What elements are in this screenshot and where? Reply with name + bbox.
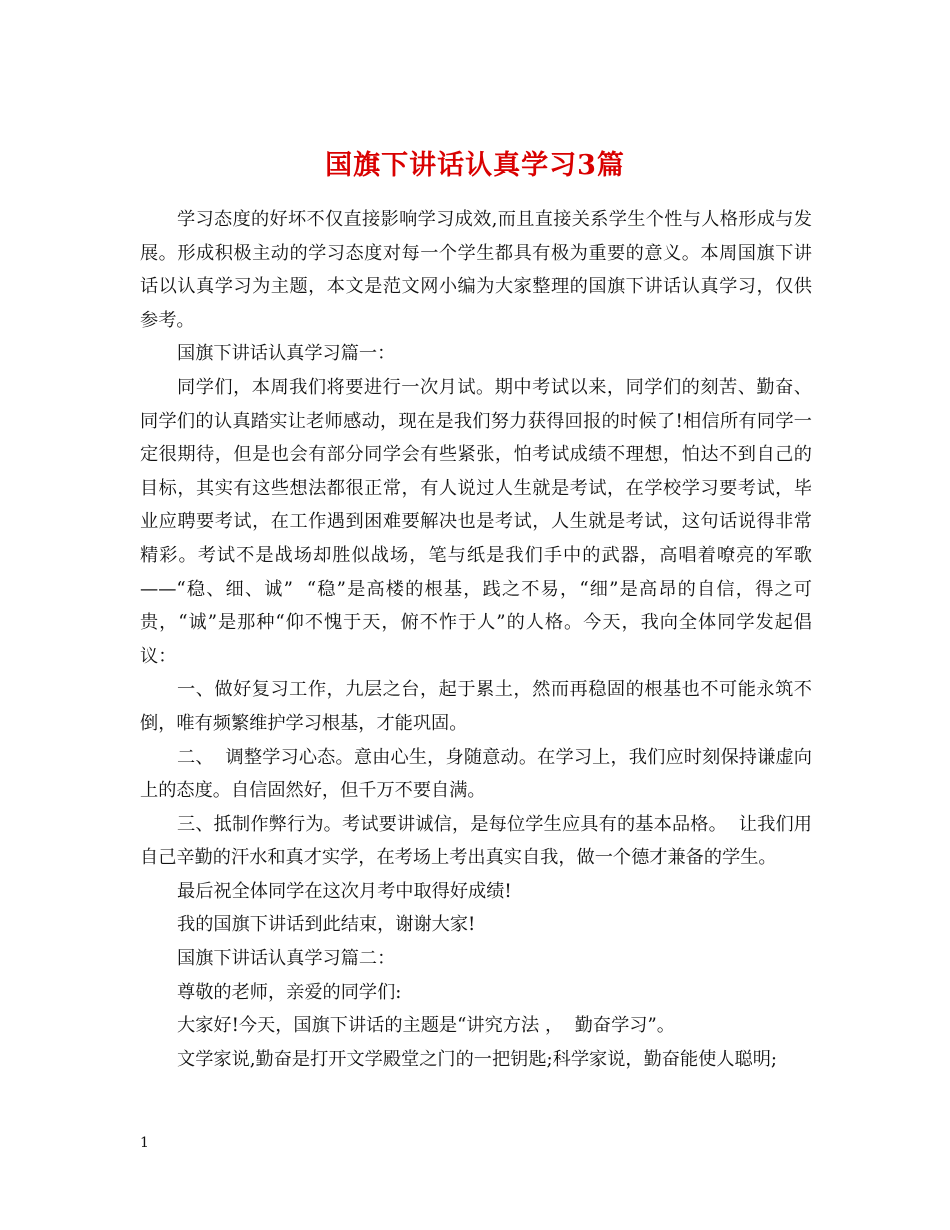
proposal-item-one: 一、做好复习工作，九层之台，起于累土，然而再稳固的根基也不可能永筑不倒，唯有频繁维护学习根基，才能巩固。: [140, 679, 812, 734]
proposal-item-two: 二、 调整学习心态。意由心生，身随意动。在学习上，我们应时刻保持谦虚向上的态度。自信固然好，但千万不要自满。: [140, 746, 812, 802]
page-number: 1: [140, 1135, 149, 1151]
proposal-item-three: 三、抵制作弊行为。考试要讲诚信，是每位学生应具有的基本品格。 让我们用自己辛勤的汗水和真才实学，在考场上考出真实自我，做一个德才兼备的学生。: [140, 813, 812, 869]
quote-paragraph: 文学家说,勤奋是打开文学殿堂之门的一把钥匙;科学家说，勤奋能使人聪明;: [177, 1048, 778, 1070]
section-heading-part-one: 国旗下讲话认真学习篇一：: [177, 343, 396, 365]
closing-thanks: 我的国旗下讲话到此结束，谢谢大家!: [177, 914, 476, 936]
greeting-line: 尊敬的老师，亲爱的同学们:: [177, 981, 402, 1003]
document-body: [140, 203, 812, 1076]
speech-paragraph: 同学们，本周我们将要进行一次月试。期中考试以来，同学们的刻苦、勤奋、同学们的认真踏实让老师感动，现在是我们努力获得回报的时候了!相信所有同学一定很期待，但是也会有部分同学会有些紧张，怕考试成绩不理想，怕达不到自己的目标，其实有这些想法都很正常，有人说过人生就是考试，在学校学习要考试，毕业应聘要考试，在工作遇到困难要解决也是考试，人生就是考试，这句话说得非常精彩。考试不是战场却胜似战场，笔与纸是我们手中的武器，高唱着嘹亮的军歌——“稳、细、诚” “稳”是高楼的根基，践之不易，“细”是高昂的自信，得之可贵，“诚”是那种“仰不愧于天，俯不怍于人”的人格。今天，我向全体同学发起倡议：: [140, 376, 812, 667]
document-title: 国旗下讲话认真学习3篇: [325, 150, 625, 182]
section-heading-part-two: 国旗下讲话认真学习篇二：: [177, 948, 396, 970]
closing-wish: 最后祝全体同学在这次月考中取得好成绩!: [177, 880, 512, 902]
intro-paragraph: 学习态度的好坏不仅直接影响学习成效,而且直接关系学生个性与人格形成与发展。形成积极主动的学习态度对每一个学生都具有极为重要的意义。本周国旗下讲话以认真学习为主题，本文是范文网小编为大家整理的国旗下讲话认真学习，仅供参考。: [140, 209, 812, 331]
theme-line: 大家好!今天，国旗下讲话的主题是“讲究方法 ， 勤奋学习”。: [177, 1015, 675, 1037]
